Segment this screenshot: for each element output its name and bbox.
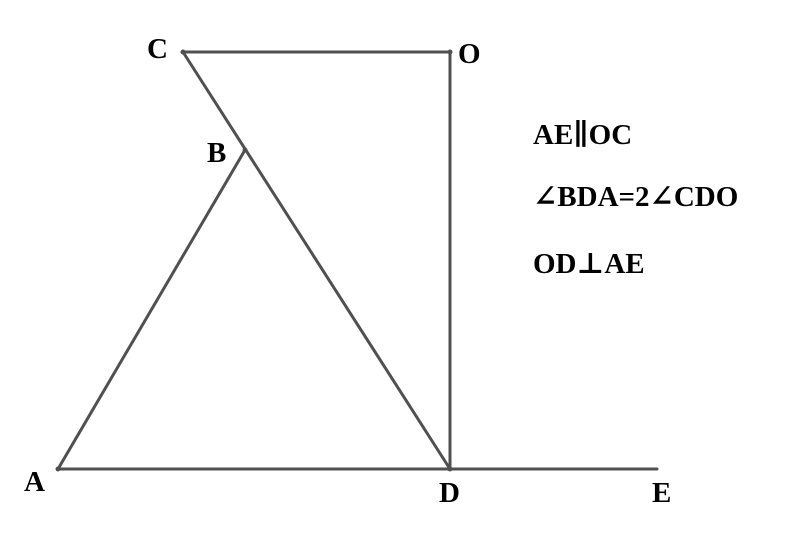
point-a-marker bbox=[56, 467, 61, 472]
label-point-a: A bbox=[24, 466, 45, 498]
label-point-d: D bbox=[439, 477, 460, 509]
label-point-c: C bbox=[147, 33, 168, 65]
segment-ab bbox=[58, 150, 245, 469]
point-b-marker bbox=[243, 148, 248, 153]
point-o-marker bbox=[448, 50, 453, 55]
point-c-marker bbox=[181, 50, 186, 55]
segment-cd bbox=[183, 52, 450, 469]
label-point-b: B bbox=[207, 137, 227, 169]
condition-parallel: AE∥OC bbox=[533, 119, 633, 151]
label-point-e: E bbox=[652, 477, 672, 509]
point-d-marker bbox=[448, 467, 453, 472]
condition-perpendicular: OD⊥AE bbox=[533, 248, 645, 280]
condition-angle-relation: ∠BDA=2∠CDO bbox=[533, 181, 739, 213]
label-point-o: O bbox=[458, 38, 481, 70]
